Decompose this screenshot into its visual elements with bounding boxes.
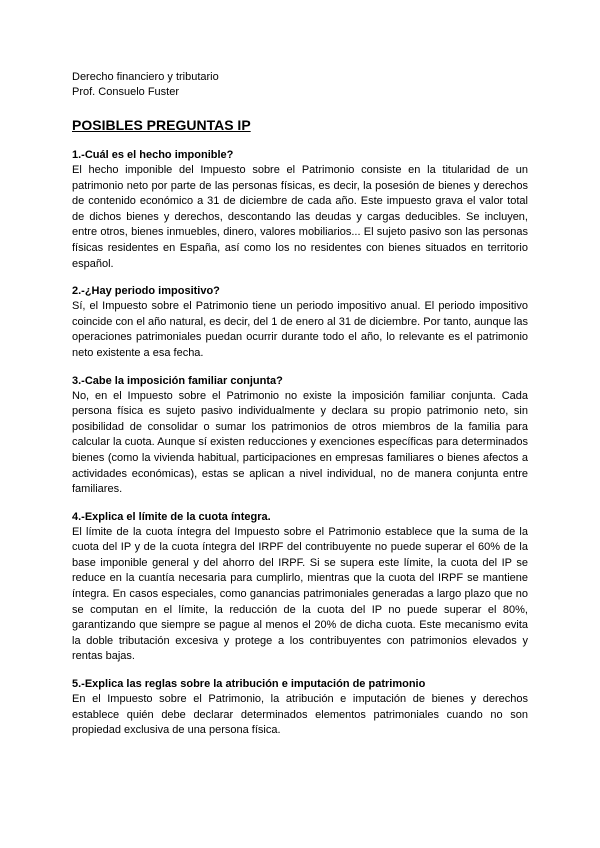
professor-name: Prof. Consuelo Fuster <box>72 86 179 98</box>
question-heading: 5.-Explica las reglas sobre la atribución e imputación de patrimonio <box>72 678 426 691</box>
question-section-5 <box>72 677 528 739</box>
answer-paragraph: No, en el Impuesto sobre el Patrimonio no existe la imposición familiar conjunta. Cada persona física es sujeto pasivo individualmente y declara su propio patrimonio neto, sin posibilidad de consolidar o sumar los patrimonios de otros miembros de la familia para calcular la cuota. Aunque sí existen reducciones y exenciones específicas para determinados bienes (como la vivienda habitual, participaciones en empresas familiares o bienes afectos a actividades económicas), estas se aplican a nivel individual, no de manera conjunta entre familiares. <box>72 389 528 496</box>
question-heading: 2.-¿Hay periodo impositivo? <box>72 285 220 298</box>
question-section-1 <box>72 148 528 272</box>
question-section-4 <box>72 510 528 665</box>
document-title: POSIBLES PREGUNTAS IP <box>72 117 251 133</box>
question-heading: 3.-Cabe la imposición familiar conjunta? <box>72 374 283 387</box>
answer-paragraph: El límite de la cuota íntegra del Impuesto sobre el Patrimonio establece que la suma de la cuota del IP y de la cuota íntegra del IRPF del contribuyente no puede superar el 60% de la base imponible general y del ahorro del IRPF. Si se supera este límite, la cuota del IP se reduce en la cuantía necesaria para cumplirlo, mientras que la cuota del IRPF se mantiene íntegra. En casos especiales, como ganancias patrimoniales generadas a largo plazo que no se computan en el límite, la reducción de la cuota del IP no puede superar el 80%, garantizando que siempre se pague al menos el 20% de dicha cuota. Este mecanismo evita la doble tributación excesiva y protege a los contribuyentes con patrimonios elevados y rentas bajas. <box>72 525 528 663</box>
answer-paragraph: Sí, el Impuesto sobre el Patrimonio tiene un periodo impositivo anual. El periodo impositivo coincide con el año natural, es decir, del 1 de enero al 31 de diciembre. Por tanto, aunque las operaciones patrimoniales puedan ocurrir durante todo el año, lo relevante es el patrimonio neto existente a esa fecha. <box>72 300 528 359</box>
answer-paragraph: En el Impuesto sobre el Patrimonio, la atribución e imputación de bienes y derechos establece quién debe declarar determinados elementos patrimoniales cuando no son propiedad exclusiva de una persona física. <box>72 693 528 737</box>
course-name: Derecho financiero y tributario <box>72 71 219 83</box>
answer-paragraph: El hecho imponible del Impuesto sobre el Patrimonio consiste en la titularidad de un patrimonio neto por parte de las personas físicas, es decir, la posesión de bienes y derechos de contenido económico a 31 de diciembre de cada año. Este impuesto grava el valor total de dichos bienes y derechos, descontando las deudas y cargas deducibles. Se incluyen, entre otros, bienes inmuebles, dinero, valores mobiliarios... El sujeto pasivo son las personas físicas residentes en España, así como los no residentes con bienes situados en territorio español. <box>72 164 528 270</box>
document-page <box>72 70 528 751</box>
question-heading: 4.-Explica el límite de la cuota íntegra. <box>72 510 271 523</box>
question-heading: 1.-Cuál es el hecho imponible? <box>72 149 234 161</box>
question-section-2 <box>72 284 528 361</box>
question-section-3 <box>72 374 528 498</box>
